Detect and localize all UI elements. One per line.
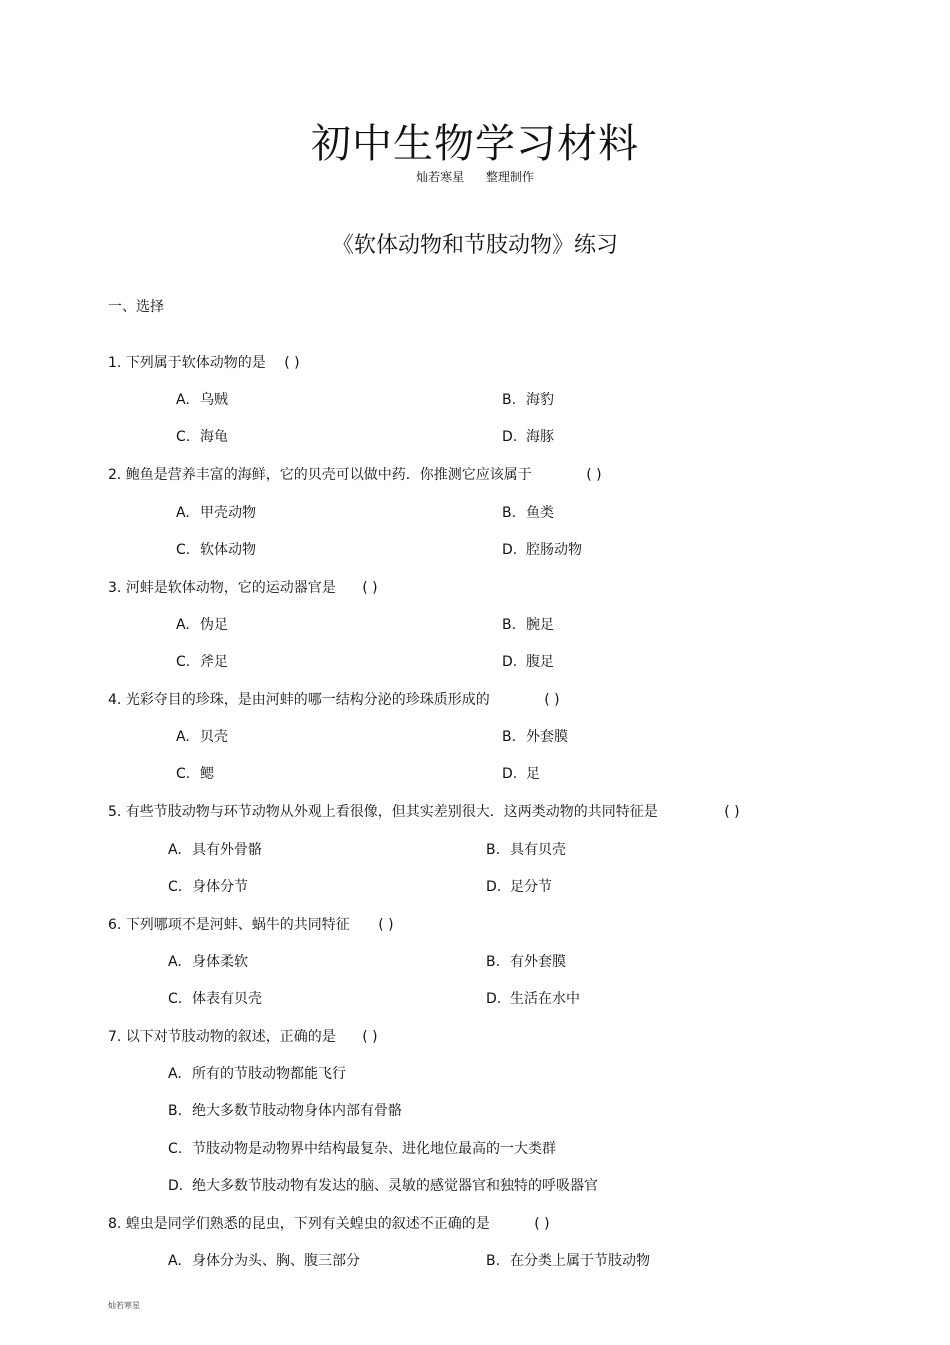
question-number: 3. [108,580,122,596]
option-letter: B. [168,1103,183,1119]
option-letter: D. [502,542,518,558]
option-d [486,988,580,1008]
option-text: 具有贝壳 [510,842,566,858]
question-text: 河蚌是软体动物，它的运动器官是 [125,580,336,596]
answer-blank: ( ) [724,804,740,820]
option-d [502,539,582,559]
option-letter: A. [168,1253,182,1269]
option-c [168,876,248,896]
author-name: 灿若寒星 [416,170,465,184]
option-text: 海龟 [200,429,228,445]
option-letter: B. [486,842,501,858]
option-text: 斧足 [200,654,228,670]
option-d [168,1175,598,1195]
option-d [502,426,554,446]
option-text: 身体分为头、胸、腹三部分 [192,1253,360,1269]
question-text: 鲍鱼是营养丰富的海鲜，它的贝壳可以做中药．你推测它应该属于 [125,467,532,483]
option-letter: B. [502,729,517,745]
option-text: 海豹 [526,392,554,408]
option-text: 腔肠动物 [526,542,582,558]
option-d [486,876,552,896]
option-c [176,539,256,559]
question-text: 有些节肢动物与环节动物从外观上看很像，但其实差别很大．这两类动物的共同特征是 [125,804,658,820]
option-letter: D. [502,429,518,445]
question-number: 7. [108,1029,122,1045]
option-text: 具有外骨骼 [192,842,262,858]
option-text: 身体分节 [192,879,248,895]
option-letter: C. [168,879,183,895]
option-text: 节肢动物是动物界中结构最复杂、进化地位最高的一大类群 [192,1141,556,1157]
question-3 [108,577,378,597]
question-1 [108,352,300,372]
option-a [168,1063,346,1083]
option-text: 身体柔软 [192,954,248,970]
section-heading: 一、选择 [108,299,164,315]
question-text: 蝗虫是同学们熟悉的昆虫，下列有关蝗虫的叙述不正确的是 [125,1216,490,1232]
option-letter: A. [168,842,182,858]
option-text: 甲壳动物 [200,505,256,521]
option-text: 伪足 [200,617,228,633]
page-footer: 灿若寒星 [108,1301,140,1310]
option-c [176,426,228,446]
subtitle [0,168,950,185]
question-number: 1. [108,355,122,371]
option-letter: A. [168,954,182,970]
option-letter: C. [176,654,191,670]
question-8 [108,1213,550,1233]
option-text: 所有的节肢动物都能飞行 [192,1066,346,1082]
option-text: 鳃 [200,766,214,782]
option-text: 鱼类 [526,505,554,521]
option-b [502,502,554,522]
option-letter: C. [176,542,191,558]
option-a [176,614,228,634]
option-c [168,1138,556,1158]
option-c [176,651,228,671]
answer-blank: ( ) [534,1216,550,1232]
option-text: 体表有贝壳 [192,991,262,1007]
answer-blank: ( ) [284,355,300,371]
question-6 [108,914,394,934]
option-letter: A. [176,505,190,521]
option-a [176,389,228,409]
option-c [176,763,214,783]
question-number: 6. [108,917,122,933]
option-text: 在分类上属于节肢动物 [510,1253,650,1269]
question-5 [108,801,740,821]
option-text: 软体动物 [200,542,256,558]
option-d [502,651,554,671]
option-letter: C. [176,766,191,782]
maker-label: 整理制作 [485,170,534,184]
option-letter: B. [502,392,517,408]
option-b [168,1100,402,1120]
option-text: 乌贼 [200,392,228,408]
question-4 [108,689,560,709]
option-text: 足分节 [510,879,552,895]
option-b [502,389,554,409]
question-number: 2. [108,467,122,483]
answer-blank: ( ) [362,580,378,596]
option-letter: D. [502,654,518,670]
question-7 [108,1026,378,1046]
option-text: 腹足 [526,654,554,670]
option-letter: D. [502,766,518,782]
option-letter: B. [502,617,517,633]
option-letter: A. [176,392,190,408]
option-b [502,726,568,746]
option-b [502,614,554,634]
option-a [168,951,248,971]
page-title: 初中生物学习材料 [311,121,639,167]
question-text: 下列属于软体动物的是 [125,355,266,371]
option-text: 绝大多数节肢动物身体内部有骨骼 [192,1103,402,1119]
option-letter: B. [486,1253,501,1269]
option-text: 海豚 [526,429,554,445]
option-b [486,1250,650,1270]
option-text: 外套膜 [526,729,568,745]
option-c [168,988,262,1008]
question-text: 以下对节肢动物的叙述，正确的是 [125,1029,336,1045]
answer-blank: ( ) [362,1029,378,1045]
option-a [168,839,262,859]
option-letter: D. [486,991,502,1007]
option-text: 有外套膜 [510,954,566,970]
option-letter: C. [168,1141,183,1157]
option-text: 贝壳 [200,729,228,745]
option-letter: A. [176,617,190,633]
option-b [486,839,566,859]
option-letter: A. [176,729,190,745]
answer-blank: ( ) [378,917,394,933]
question-number: 5. [108,804,122,820]
question-number: 8. [108,1216,122,1232]
option-a [168,1250,360,1270]
option-a [176,502,256,522]
option-letter: A. [168,1066,182,1082]
question-text: 光彩夺目的珍珠，是由河蚌的哪一结构分泌的珍珠质形成的 [125,692,490,708]
option-b [486,951,566,971]
document-title: 《软体动物和节肢动物》练习 [331,233,618,258]
option-letter: D. [486,879,502,895]
option-letter: B. [502,505,517,521]
option-text: 绝大多数节肢动物有发达的脑、灵敏的感觉器官和独特的呼吸器官 [192,1178,598,1194]
answer-blank: ( ) [544,692,560,708]
question-number: 4. [108,692,122,708]
option-text: 生活在水中 [510,991,580,1007]
question-text: 下列哪项不是河蚌、蜗牛的共同特征 [125,917,350,933]
option-letter: D. [168,1178,184,1194]
question-2 [108,464,602,484]
option-letter: C. [168,991,183,1007]
answer-blank: ( ) [586,467,602,483]
option-text: 足 [526,766,540,782]
option-a [176,726,228,746]
option-d [502,763,540,783]
option-letter: C. [176,429,191,445]
option-text: 腕足 [526,617,554,633]
option-letter: B. [486,954,501,970]
